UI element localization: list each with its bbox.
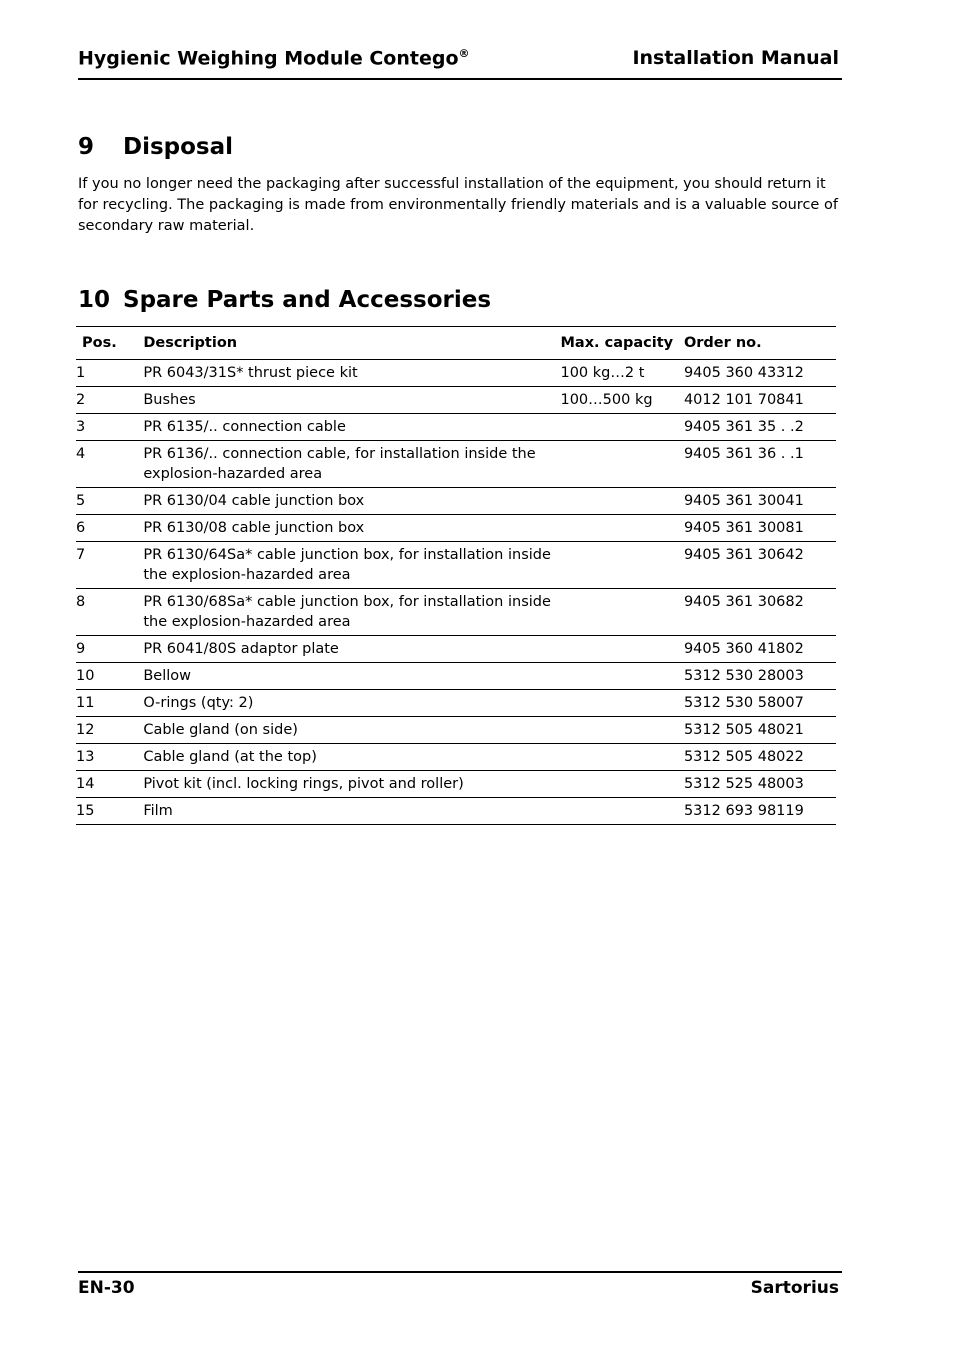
cell-pos: 13 xyxy=(76,749,95,765)
cell-order-no: 4012 101 70841 xyxy=(683,392,804,408)
cell-pos: 12 xyxy=(76,722,95,738)
table-row xyxy=(76,744,836,771)
table-row xyxy=(76,441,836,488)
table-row xyxy=(76,515,836,542)
cell-order-no: 5312 530 28003 xyxy=(683,668,804,684)
cell-description: PR 6041/80S adaptor plate xyxy=(143,641,339,657)
cell-order-no: 9405 361 30081 xyxy=(683,520,804,536)
table-row xyxy=(76,414,836,441)
table-row xyxy=(76,717,836,744)
cell-capacity xyxy=(560,771,683,798)
page-header xyxy=(78,44,842,80)
cell-description: PR 6130/08 cable junction box xyxy=(143,520,365,536)
cell-pos: 14 xyxy=(76,776,95,792)
section-number: 10 xyxy=(78,287,111,313)
cell-capacity xyxy=(560,690,683,717)
cell-capacity xyxy=(560,744,683,771)
table-row xyxy=(76,387,836,414)
section-10-heading xyxy=(78,287,491,313)
header-product-title: Hygienic Weighing Module Contego® xyxy=(78,47,470,70)
cell-capacity xyxy=(560,414,683,441)
cell-description: PR 6130/04 cable junction box xyxy=(143,493,365,509)
cell-order-no: 9405 361 30642 xyxy=(683,547,804,563)
cell-pos: 5 xyxy=(76,493,86,509)
cell-order-no: 9405 361 30682 xyxy=(683,594,804,610)
cell-order-no: 9405 361 35 . .2 xyxy=(683,419,804,435)
cell-description: PR 6130/64Sa* cable junction box, for installation inside the explosion-hazarded area xyxy=(143,547,551,583)
cell-order-no: 5312 505 48021 xyxy=(683,722,804,738)
cell-description: Bellow xyxy=(143,668,191,684)
footer-brand: Sartorius xyxy=(750,1278,839,1298)
section-9-heading xyxy=(78,134,233,160)
cell-description: PR 6130/68Sa* cable junction box, for installation inside the explosion-hazarded area xyxy=(143,594,551,630)
cell-capacity xyxy=(560,441,683,488)
section-title: Spare Parts and Accessories xyxy=(123,287,492,313)
table-row xyxy=(76,636,836,663)
cell-pos: 15 xyxy=(76,803,95,819)
table-header-row xyxy=(76,327,836,360)
cell-pos: 9 xyxy=(76,641,86,657)
table-body xyxy=(76,360,836,825)
header-doc-type: Installation Manual xyxy=(632,47,839,69)
cell-capacity xyxy=(560,798,683,825)
cell-description: Cable gland (at the top) xyxy=(143,749,317,765)
column-header-capacity: Max. capacity xyxy=(560,335,674,351)
cell-pos: 8 xyxy=(76,594,86,610)
column-header-order-no: Order no. xyxy=(683,335,762,351)
table-row xyxy=(76,488,836,515)
cell-description: Pivot kit (incl. locking rings, pivot and roller) xyxy=(143,776,464,792)
cell-capacity: 100 kg…2 t xyxy=(560,365,645,381)
table-row xyxy=(76,663,836,690)
cell-pos: 4 xyxy=(76,446,86,462)
cell-capacity xyxy=(560,663,683,690)
cell-order-no: 5312 530 58007 xyxy=(683,695,804,711)
cell-capacity xyxy=(560,515,683,542)
cell-order-no: 9405 360 41802 xyxy=(683,641,804,657)
page-number: EN-30 xyxy=(78,1278,135,1298)
cell-description: Cable gland (on side) xyxy=(143,722,298,738)
spare-parts-table xyxy=(76,326,836,825)
cell-pos: 1 xyxy=(76,365,86,381)
cell-description: Film xyxy=(143,803,173,819)
cell-description: PR 6136/.. connection cable, for installation inside the explosion-hazarded area xyxy=(143,446,536,482)
cell-capacity xyxy=(560,589,683,636)
cell-order-no: 9405 361 36 . .1 xyxy=(683,446,804,462)
table-row xyxy=(76,360,836,387)
page-footer xyxy=(78,1271,842,1301)
cell-order-no: 5312 505 48022 xyxy=(683,749,804,765)
cell-order-no: 5312 693 98119 xyxy=(683,803,804,819)
cell-pos: 6 xyxy=(76,520,86,536)
table-row xyxy=(76,542,836,589)
table-row xyxy=(76,771,836,798)
table-row xyxy=(76,690,836,717)
cell-pos: 7 xyxy=(76,547,86,563)
registered-mark: ® xyxy=(458,47,470,60)
cell-capacity xyxy=(560,488,683,515)
cell-capacity xyxy=(560,717,683,744)
cell-description: Bushes xyxy=(143,392,196,408)
table-row xyxy=(76,589,836,636)
cell-description: O-rings (qty: 2) xyxy=(143,695,254,711)
cell-capacity xyxy=(560,636,683,663)
table-row xyxy=(76,798,836,825)
column-header-pos: Pos. xyxy=(82,335,117,351)
cell-description: PR 6043/31S* thrust piece kit xyxy=(143,365,358,381)
cell-capacity: 100…500 kg xyxy=(560,392,653,408)
cell-pos: 2 xyxy=(76,392,86,408)
disposal-paragraph: If you no longer need the packaging after successful installation of the equipment, you should return it for recycling. The packaging is made from environmentally friendly materials and is a valuable source of secondary raw material. xyxy=(78,176,838,234)
cell-description: PR 6135/.. connection cable xyxy=(143,419,346,435)
cell-pos: 11 xyxy=(76,695,95,711)
cell-order-no: 9405 361 30041 xyxy=(683,493,804,509)
cell-order-no: 5312 525 48003 xyxy=(683,776,804,792)
column-header-description: Description xyxy=(143,335,238,351)
cell-capacity xyxy=(560,542,683,589)
section-number: 9 xyxy=(78,134,95,160)
cell-pos: 10 xyxy=(76,668,95,684)
section-title: Disposal xyxy=(123,134,234,160)
cell-order-no: 9405 360 43312 xyxy=(683,365,804,381)
cell-pos: 3 xyxy=(76,419,86,435)
